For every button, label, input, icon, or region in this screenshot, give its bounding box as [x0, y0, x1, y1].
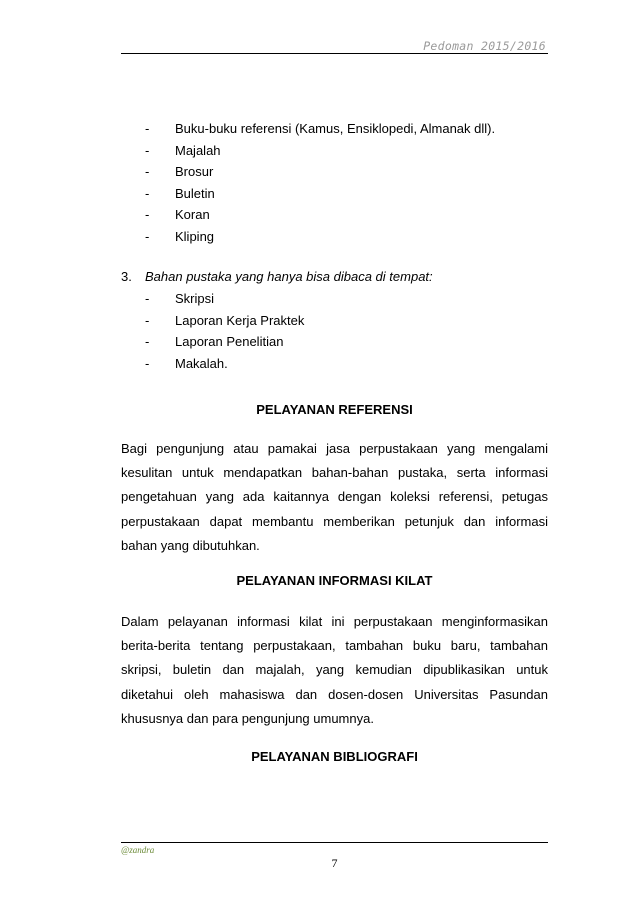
bullet-dash: - [145, 312, 150, 328]
list-item-text: Koran [175, 207, 210, 222]
list-item [121, 226, 548, 248]
bullet-dash: - [145, 185, 150, 201]
list-item-text: Buku-buku referensi (Kamus, Ensiklopedi, Almanak dll). [175, 121, 496, 136]
reference-materials-list [121, 118, 548, 247]
list-item [121, 288, 548, 310]
item-text: Bahan pustaka yang hanya bisa dibaca di tempat: [145, 269, 433, 284]
bullet-dash: - [145, 334, 150, 349]
section-heading-referensi: PELAYANAN REFERENSI [256, 402, 413, 417]
bullet-dash: - [145, 207, 150, 222]
list-item [121, 310, 548, 332]
list-item [121, 183, 548, 205]
list-item-text: Skripsi [175, 291, 215, 306]
bullet-dash: - [145, 121, 150, 136]
read-in-place-list [121, 288, 548, 374]
list-item-text: Laporan Kerja Praktek [175, 312, 305, 328]
list-item-text: Laporan Penelitian [175, 334, 284, 349]
bullet-dash: - [145, 355, 150, 371]
section-body-informasi-kilat: Dalam pelayanan informasi kilat ini perpustakaan menginformasikan berita-berita tentang perpustakaan, tambahan buku baru, tambahan skripsi, buletin dan majalah, yang kemudian dipublikasikan untuk diketahui oleh mahasiswa dan dosen-dosen Universitas Pasundan khususnya dan para pengunjung umumnya. [121, 614, 548, 726]
item-number: 3. [121, 269, 132, 284]
section-body-referensi: Bagi pengunjung atau pamakai jasa perpustakaan yang mengalami kesulitan untuk mendapatkan bahan-bahan pustaka, serta informasi pengetahuan yang ada kaitannya dengan koleksi referensi, petugas perpustakaan dapat membantu memberikan petunjuk dan informasi bahan yang dibutuhkan. [121, 441, 548, 553]
list-item [121, 331, 548, 353]
bullet-dash: - [145, 164, 150, 179]
bullet-dash: - [145, 228, 150, 244]
numbered-item-3 [121, 268, 433, 286]
header-divider [121, 53, 548, 54]
bullet-dash: - [145, 142, 150, 158]
list-item-text: Buletin [175, 185, 215, 201]
list-item [121, 204, 548, 226]
list-item-text: Majalah [175, 142, 221, 158]
list-item-text: Brosur [175, 164, 214, 179]
list-item [121, 353, 548, 375]
footer-signature: @zandra [121, 845, 155, 855]
section-heading-bibliografi: PELAYANAN BIBLIOGRAFI [251, 749, 418, 764]
list-item [121, 161, 548, 183]
footer-divider [121, 842, 548, 843]
section-heading-informasi-kilat: PELAYANAN INFORMASI KILAT [236, 573, 433, 588]
list-item [121, 140, 548, 162]
page-number: 7 [331, 856, 338, 870]
list-item-text: Kliping [175, 228, 215, 244]
bullet-dash: - [145, 291, 150, 306]
list-item-text: Makalah. [175, 355, 228, 371]
list-item [121, 118, 548, 140]
running-header: Pedoman 2015/2016 [423, 39, 546, 53]
